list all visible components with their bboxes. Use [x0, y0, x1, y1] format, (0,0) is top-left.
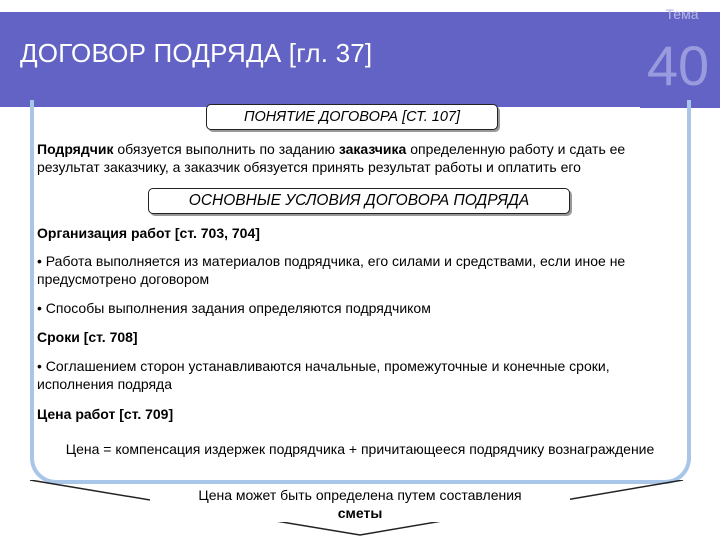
price-smeta-text: Цена может быть определена путем составления	[198, 487, 522, 503]
org-heading: Организация работ [ст. 703, 704]	[37, 225, 260, 241]
price-smeta-note	[150, 486, 570, 522]
definition-text-2: определенную работу и сдать ее результат заказчику, а заказчик обязуется принять результат работы и оплатить его	[37, 141, 626, 175]
definition-bold-contractor: Подрядчик	[37, 141, 114, 157]
terms-item-1: • Соглашением сторон устанавливаются начальные, промежуточные и конечные сроки, исполнения подряда	[37, 358, 610, 392]
price-heading: Цена работ [ст. 709]	[37, 406, 174, 422]
definition-text-1: обязуется выполнить по заданию	[113, 141, 339, 157]
price-formula: Цена = компенсация издержек подрядчика + причитающееся подрядчику вознаграждение	[65, 441, 655, 457]
org-item-2: • Способы выполнения задания определяются подрядчиком	[37, 300, 431, 316]
price-smeta-bold: сметы	[337, 505, 383, 521]
page-title: ДОГОВОР ПОДРЯДА [гл. 37]	[20, 38, 373, 68]
definition-bold-customer: заказчика	[338, 141, 407, 157]
section-heading-conditions: ОСНОВНЫЕ УСЛОВИЯ ДОГОВОРА ПОДРЯДА	[148, 188, 570, 214]
org-item-1: • Работа выполняется из материалов подрядчика, его силами и средствами, если иное не предусмотрено договором	[37, 253, 626, 287]
topic-number: 40	[646, 34, 710, 97]
definition-paragraph	[37, 140, 677, 176]
topic-label: Тема	[665, 6, 699, 22]
terms-heading: Сроки [ст. 708]	[37, 329, 138, 345]
section-heading-definition: ПОНЯТИЕ ДОГОВОРА [СТ. 107]	[206, 104, 498, 130]
